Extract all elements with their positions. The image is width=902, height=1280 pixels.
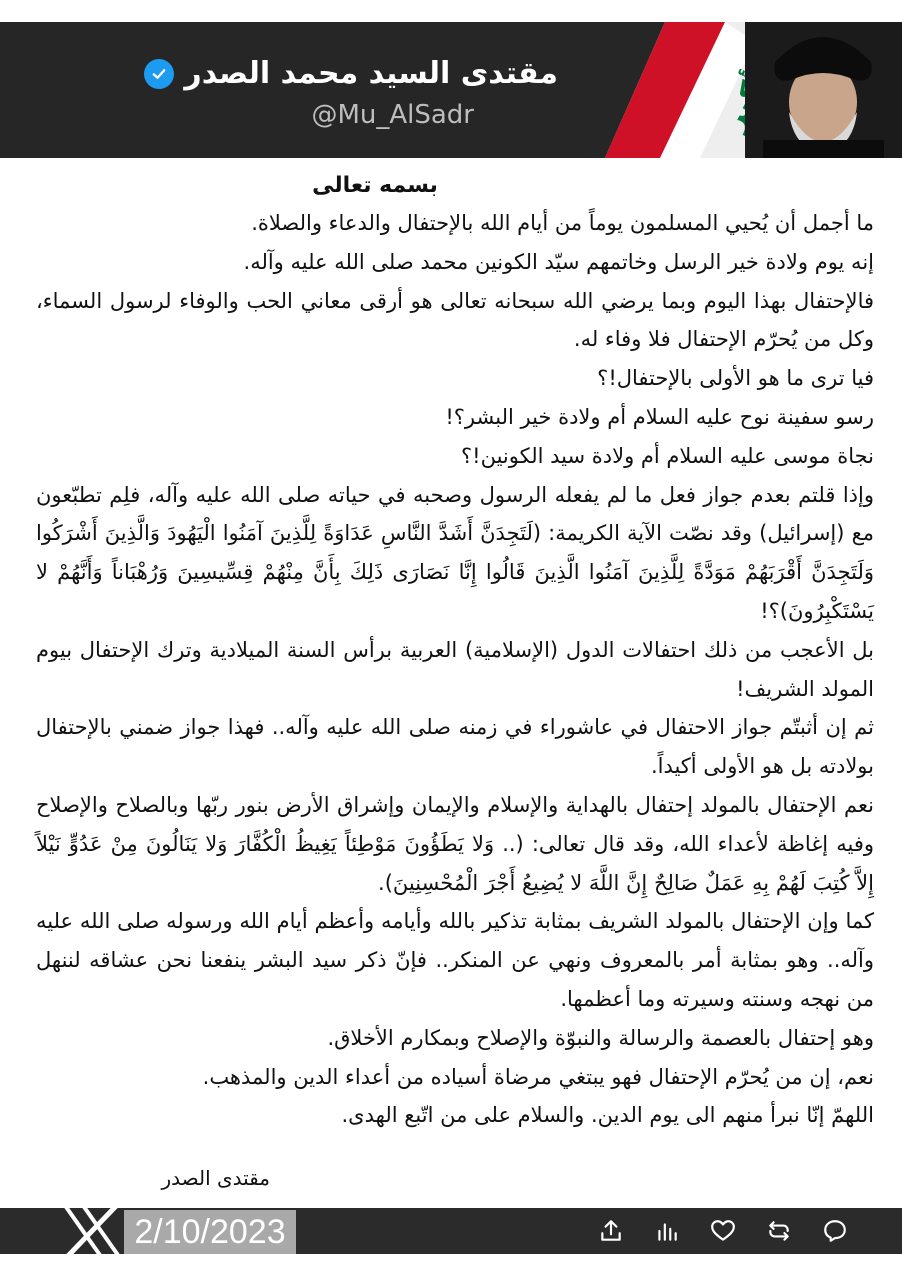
repost-icon[interactable] [762,1214,796,1248]
reply-icon[interactable] [818,1214,852,1248]
verified-badge-icon [144,59,174,89]
paragraph: ثم إن أثبتّم جواز الاحتفال في عاشوراء في زمنه صلى الله عليه وآله.. فهذا جواز ضمني بالإحتفال بولادته بل هو الأولى أكيداً. [36,715,874,779]
like-icon[interactable] [706,1214,740,1248]
paragraph: إنه يوم ولادة خير الرسل وخاتمهم سيّد الكونين محمد صلى الله عليه وآله. [243,249,874,274]
paragraph: وإذا قلتم بعدم جواز فعل ما لم يفعله الرسول وصحبه في حياته صلى الله عليه وآله، فلِم تطبّعون مع (إسرائيل) وقد نصّت الآية الكريمة: (لَتَجِدَنَّ أَشَدَّ النَّاسِ عَدَاوَةً لِلَّذِينَ آمَنُوا الْيَهُودَ وَالَّذِينَ أَشْرَكُوا وَلَتَجِدَنَّ أَقْرَبَهُمْ مَوَدَّةً لِلَّذِينَ آمَنُوا الَّذِينَ قَالُوا إِنَّا نَصَارَى ذَلِكَ بِأَنَّ مِنْهُمْ قِسِّيسِينَ وَرُهْبَاناً وَأَنَّهُمْ لا يَسْتَكْبِرُونَ)؟! [36,482,874,623]
paragraph: فيا ترى ما هو الأولى بالإحتفال!؟ [597,366,874,391]
views-icon[interactable] [650,1214,684,1248]
x-logo-icon [60,1202,124,1260]
post-date: 2/10/2023 [124,1210,296,1254]
display-name: مقتدى السيد محمد الصدر [184,56,558,91]
name-row [144,56,558,91]
paragraph: اللهمّ إنّا نبرأ منهم الى يوم الدين. والسلام على من اتّبع الهدى. [341,1103,874,1128]
user-handle: @Mu_AlSadr [311,100,474,130]
salutation: بسمه تعالى [312,173,438,198]
paragraph: ما أجمل أن يُحيي المسلمون يوماً من أيام الله بالإحتفال والدعاء والصلاة. [251,211,874,235]
paragraph: فالإحتفال بهذا اليوم وبما يرضي الله سبحانه تعالى هو أرقى معاني الحب والوفاء لرسول السماء، وكل من يُحرّم الإحتفال فلا وفاء له. [36,288,874,352]
paragraph: نعم الإحتفال بالمولد إحتفال بالهداية والإسلام والإيمان وإشراق الأرض بنور ربّها وبالصلاح والإصلاح وفيه إغاظة لأعداء الله، وقد قال تعالى: (.. وَلا يَطَؤُونَ مَوْطِئاً يَغِيظُ الْكُفَّارَ وَلا يَنَالُونَ مِنْ عَدُوٍّ نَيْلاً إِلاَّ كُتِبَ لَهُمْ بِهِ عَمَلٌ صَالِحٌ إِنَّ اللَّهَ لا يُضِيعُ أَجْرَ الْمُحْسِنِينَ). [36,792,874,895]
paragraph: نجاة موسى عليه السلام أم ولادة سيد الكونين!؟ [461,443,874,468]
paragraph: بل الأعجب من ذلك احتفالات الدول (الإسلامية) العربية برأس السنة الميلادية وترك الإحتفال بيوم المولد الشريف! [36,637,874,701]
paragraph: وهو إحتفال بالعصمة والرسالة والنبوّة والإصلاح وبمكارم الأخلاق. [327,1025,874,1050]
paragraph: رسو سفينة نوح عليه السلام أم ولادة خير البشر؟! [445,404,874,429]
profile-banner [0,22,902,158]
profile-photo [745,22,902,158]
statement-body [36,168,874,1135]
paragraph: كما وإن الإحتفال بالمولد الشريف بمثابة تذكير بالله وأيامه وأعظم أيام الله ورسوله صلى الله عليه وآله.. وهو بمثابة أمر بالمعروف ونهي عن المنكر.. فإنّ ذكر سيد البشر ينفعنا نحن عشاقه لننهل من نهجه وسنته وسيرته وما أعظمها. [36,909,874,1011]
share-icon[interactable] [594,1214,628,1248]
paragraph: نعم، إن من يُحرّم الإحتفال فهو يبتغي مرضاة أسياده من أعداء الدين والمذهب. [202,1064,874,1089]
signature: مقتدى الصدر [161,1166,270,1190]
action-bar [594,1214,852,1248]
